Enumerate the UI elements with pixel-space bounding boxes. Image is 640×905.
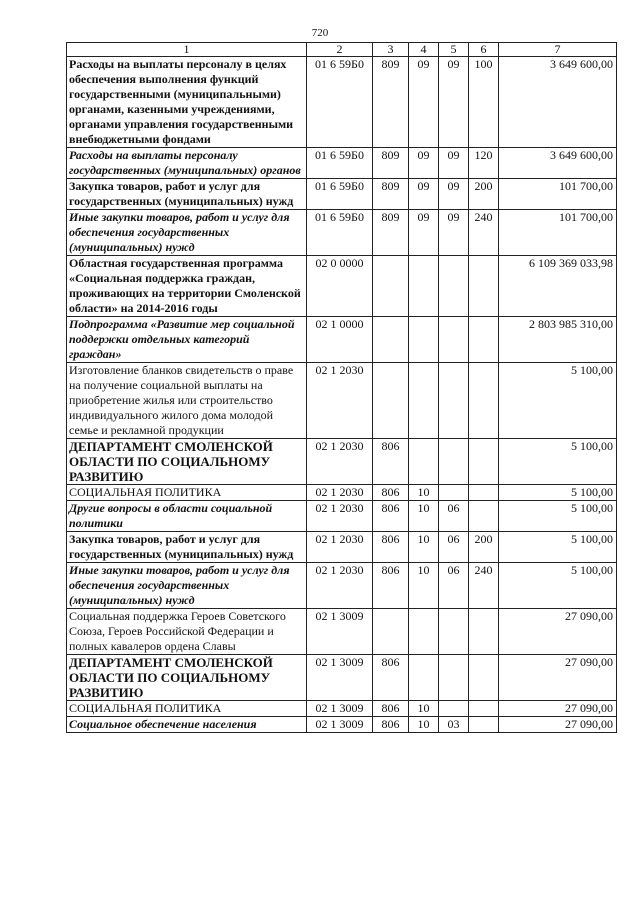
row-expense-type-cell (469, 655, 499, 701)
row-expense-type-cell (469, 363, 499, 439)
row-csr-cell: 01 6 59Б0 (307, 148, 373, 179)
row-section-cell: 09 (409, 57, 439, 148)
column-header: 2 (307, 43, 373, 57)
row-expense-type-cell (469, 317, 499, 363)
row-subsection-cell (439, 701, 469, 717)
row-section-cell: 09 (409, 179, 439, 210)
row-subsection-cell: 06 (439, 532, 469, 563)
row-grbs-cell (373, 256, 409, 317)
row-subsection-cell: 03 (439, 717, 469, 733)
row-expense-type-cell: 100 (469, 57, 499, 148)
row-subsection-cell (439, 256, 469, 317)
row-csr-cell: 02 1 2030 (307, 363, 373, 439)
row-name-cell: СОЦИАЛЬНАЯ ПОЛИТИКА (67, 701, 307, 717)
row-grbs-cell: 809 (373, 210, 409, 256)
row-amount-cell: 3 649 600,00 (499, 57, 617, 148)
row-amount-cell: 27 090,00 (499, 655, 617, 701)
row-amount-cell: 5 100,00 (499, 501, 617, 532)
row-grbs-cell: 809 (373, 179, 409, 210)
row-grbs-cell: 806 (373, 717, 409, 733)
row-name-cell: Закупка товаров, работ и услуг для государственных (муниципальных) нужд (67, 179, 307, 210)
row-name-cell: СОЦИАЛЬНАЯ ПОЛИТИКА (67, 485, 307, 501)
row-amount-cell: 5 100,00 (499, 485, 617, 501)
row-grbs-cell: 806 (373, 532, 409, 563)
table-row (67, 532, 617, 563)
row-name-cell: Областная государственная программа «Социальная поддержка граждан, проживающих на территории Смоленской области» на 2014-2016 годы (67, 256, 307, 317)
row-subsection-cell (439, 363, 469, 439)
row-expense-type-cell (469, 609, 499, 655)
table-row (67, 501, 617, 532)
row-csr-cell: 01 6 59Б0 (307, 57, 373, 148)
row-expense-type-cell (469, 701, 499, 717)
row-grbs-cell (373, 609, 409, 655)
table-row (67, 717, 617, 733)
row-section-cell: 10 (409, 717, 439, 733)
table-row (67, 256, 617, 317)
row-csr-cell: 02 1 3009 (307, 717, 373, 733)
row-section-cell (409, 256, 439, 317)
row-csr-cell: 02 1 2030 (307, 501, 373, 532)
row-name-cell: Подпрограмма «Развитие мер социальной поддержки отдельных категорий граждан» (67, 317, 307, 363)
row-amount-cell: 5 100,00 (499, 439, 617, 485)
row-section-cell (409, 317, 439, 363)
row-name-cell: Расходы на выплаты персоналу государственных (муниципальных) органов (67, 148, 307, 179)
table-row (67, 485, 617, 501)
row-expense-type-cell: 200 (469, 532, 499, 563)
row-amount-cell: 5 100,00 (499, 363, 617, 439)
table-row (67, 148, 617, 179)
row-csr-cell: 01 6 59Б0 (307, 210, 373, 256)
row-expense-type-cell (469, 485, 499, 501)
row-subsection-cell (439, 609, 469, 655)
row-csr-cell: 02 1 3009 (307, 701, 373, 717)
row-grbs-cell: 806 (373, 501, 409, 532)
row-csr-cell: 02 1 3009 (307, 609, 373, 655)
row-section-cell: 10 (409, 532, 439, 563)
row-expense-type-cell (469, 717, 499, 733)
row-amount-cell: 101 700,00 (499, 179, 617, 210)
row-subsection-cell (439, 317, 469, 363)
column-header: 4 (409, 43, 439, 57)
row-section-cell: 09 (409, 148, 439, 179)
table-row (67, 210, 617, 256)
column-header: 5 (439, 43, 469, 57)
row-subsection-cell: 06 (439, 563, 469, 609)
row-section-cell: 10 (409, 563, 439, 609)
row-subsection-cell (439, 439, 469, 485)
row-name-cell: Другие вопросы в области социальной политики (67, 501, 307, 532)
row-name-cell: Расходы на выплаты персоналу в целях обеспечения выполнения функций государственными (муниципальными) органами, казенными учреждениями, органами управления государственными внебюджетными фондами (67, 57, 307, 148)
column-header: 1 (67, 43, 307, 57)
table-row (67, 317, 617, 363)
column-header: 6 (469, 43, 499, 57)
row-expense-type-cell: 120 (469, 148, 499, 179)
row-name-cell: Иные закупки товаров, работ и услуг для обеспечения государственных (муниципальных) нужд (67, 563, 307, 609)
row-amount-cell: 5 100,00 (499, 563, 617, 609)
row-grbs-cell: 806 (373, 485, 409, 501)
row-amount-cell: 27 090,00 (499, 701, 617, 717)
row-grbs-cell: 809 (373, 57, 409, 148)
row-name-cell: Закупка товаров, работ и услуг для государственных (муниципальных) нужд (67, 532, 307, 563)
row-name-cell: Социальная поддержка Героев Советского Союза, Героев Российской Федерации и полных кавалеров ордена Славы (67, 609, 307, 655)
row-expense-type-cell (469, 439, 499, 485)
row-expense-type-cell (469, 256, 499, 317)
row-section-cell: 10 (409, 501, 439, 532)
row-grbs-cell: 809 (373, 148, 409, 179)
row-amount-cell: 2 803 985 310,00 (499, 317, 617, 363)
row-subsection-cell: 09 (439, 57, 469, 148)
table-row (67, 609, 617, 655)
row-grbs-cell: 806 (373, 701, 409, 717)
row-grbs-cell: 806 (373, 563, 409, 609)
row-expense-type-cell (469, 501, 499, 532)
row-section-cell (409, 363, 439, 439)
row-subsection-cell: 09 (439, 148, 469, 179)
page-number: 720 (311, 27, 329, 39)
row-name-cell: ДЕПАРТАМЕНТ СМОЛЕНСКОЙ ОБЛАСТИ ПО СОЦИАЛЬНОМУ РАЗВИТИЮ (67, 655, 307, 701)
row-amount-cell: 5 100,00 (499, 532, 617, 563)
table-row (67, 655, 617, 701)
table-row (67, 563, 617, 609)
row-csr-cell: 01 6 59Б0 (307, 179, 373, 210)
row-section-cell: 09 (409, 210, 439, 256)
budget-table (66, 42, 617, 733)
row-section-cell (409, 609, 439, 655)
row-amount-cell: 6 109 369 033,98 (499, 256, 617, 317)
row-section-cell: 10 (409, 701, 439, 717)
row-amount-cell: 3 649 600,00 (499, 148, 617, 179)
row-csr-cell: 02 1 2030 (307, 485, 373, 501)
row-expense-type-cell: 240 (469, 210, 499, 256)
column-header: 7 (499, 43, 617, 57)
row-grbs-cell (373, 317, 409, 363)
table-header-row (67, 43, 617, 57)
row-csr-cell: 02 1 0000 (307, 317, 373, 363)
table-row (67, 363, 617, 439)
row-subsection-cell: 09 (439, 179, 469, 210)
row-amount-cell: 27 090,00 (499, 717, 617, 733)
row-subsection-cell (439, 655, 469, 701)
row-amount-cell: 101 700,00 (499, 210, 617, 256)
row-section-cell: 10 (409, 485, 439, 501)
row-grbs-cell: 806 (373, 655, 409, 701)
table-row (67, 701, 617, 717)
row-grbs-cell: 806 (373, 439, 409, 485)
table-row (67, 179, 617, 210)
row-name-cell: Изготовление бланков свидетельств о праве на получение социальной выплаты на приобретение жилья или строительство индивидуального жилого дома молодой семье и рекламной продукции (67, 363, 307, 439)
row-name-cell: Иные закупки товаров, работ и услуг для обеспечения государственных (муниципальных) нужд (67, 210, 307, 256)
row-csr-cell: 02 0 0000 (307, 256, 373, 317)
row-section-cell (409, 655, 439, 701)
row-expense-type-cell: 240 (469, 563, 499, 609)
row-amount-cell: 27 090,00 (499, 609, 617, 655)
row-subsection-cell: 06 (439, 501, 469, 532)
row-csr-cell: 02 1 2030 (307, 563, 373, 609)
row-name-cell: ДЕПАРТАМЕНТ СМОЛЕНСКОЙ ОБЛАСТИ ПО СОЦИАЛЬНОМУ РАЗВИТИЮ (67, 439, 307, 485)
column-header: 3 (373, 43, 409, 57)
row-name-cell: Социальное обеспечение населения (67, 717, 307, 733)
table-row (67, 57, 617, 148)
row-expense-type-cell: 200 (469, 179, 499, 210)
row-grbs-cell (373, 363, 409, 439)
row-csr-cell: 02 1 3009 (307, 655, 373, 701)
row-csr-cell: 02 1 2030 (307, 532, 373, 563)
row-subsection-cell: 09 (439, 210, 469, 256)
row-csr-cell: 02 1 2030 (307, 439, 373, 485)
row-subsection-cell (439, 485, 469, 501)
row-section-cell (409, 439, 439, 485)
table-row (67, 439, 617, 485)
